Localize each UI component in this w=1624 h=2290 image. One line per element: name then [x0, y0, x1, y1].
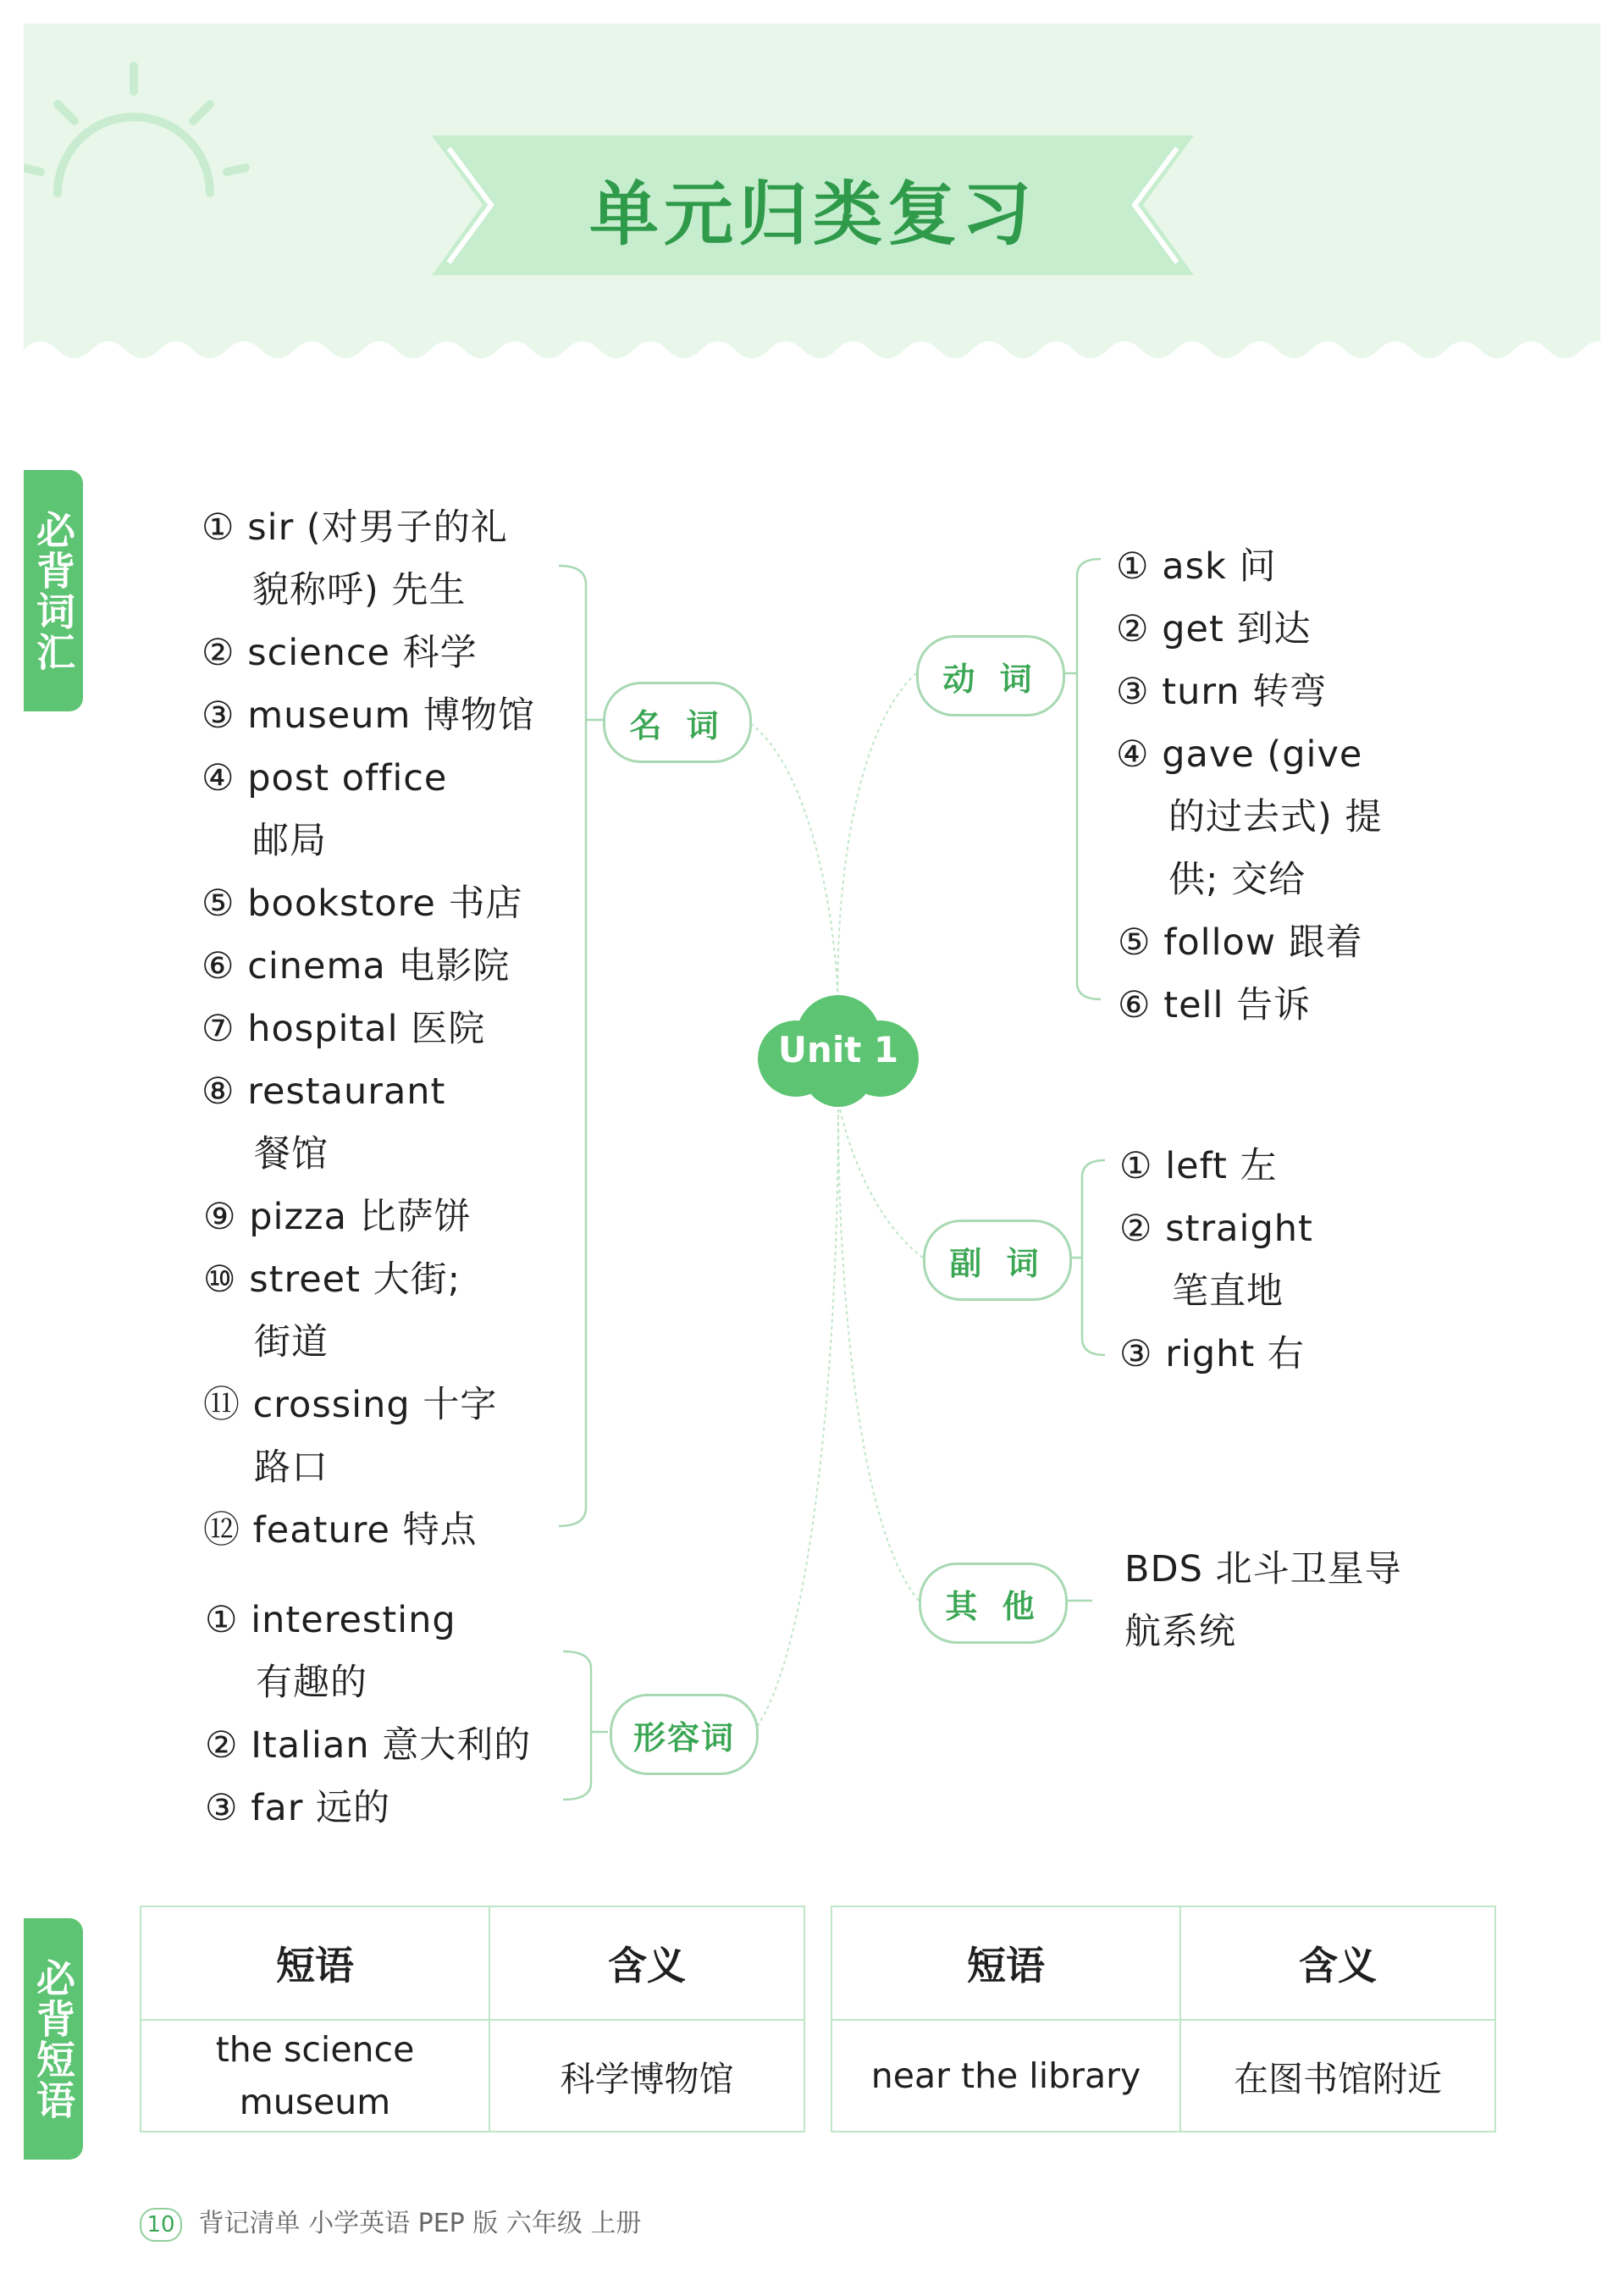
verb-item: 供; 交给 — [1168, 859, 1306, 901]
noun-item: ② science 科学 — [202, 632, 478, 674]
adverb-item: ② straight — [1119, 1208, 1313, 1250]
noun-item: ⑥ cinema 电影院 — [202, 945, 511, 987]
footer — [140, 2202, 641, 2242]
noun-item: 街道 — [254, 1321, 329, 1363]
table-header: 短语 — [831, 1906, 1180, 2020]
category-adjectives: 形容词 — [610, 1694, 759, 1775]
table-gap — [804, 1906, 831, 2020]
table-cell-meaning: 科学博物馆 — [489, 2020, 804, 2132]
table-gap — [804, 2020, 831, 2132]
noun-item: ⑧ restaurant — [202, 1070, 446, 1113]
noun-item: 邮局 — [252, 820, 327, 862]
category-adverbs: 副 词 — [923, 1220, 1072, 1301]
adverb-item: ③ right 右 — [1119, 1333, 1305, 1375]
table-row — [141, 2020, 1495, 2132]
noun-item: ① sir (对男子的礼 — [202, 506, 508, 549]
table-header: 含义 — [1180, 1906, 1495, 2020]
noun-item: ⑦ hospital 医院 — [202, 1008, 486, 1050]
noun-item: ④ post office — [202, 757, 448, 799]
adjective-item: ② Italian 意大利的 — [205, 1724, 532, 1767]
category-other: 其 他 — [919, 1563, 1068, 1644]
page-number: 10 — [140, 2208, 182, 2242]
adverb-item: ① left 左 — [1119, 1145, 1278, 1187]
noun-item: 餐馆 — [254, 1133, 329, 1175]
verb-item: ② get 到达 — [1116, 608, 1312, 650]
noun-item: ⑪ crossing 十字 — [203, 1384, 498, 1426]
phrase-line: museum — [239, 2082, 391, 2122]
adjective-item: ③ far 远的 — [205, 1787, 391, 1829]
center-label: Unit 1 — [777, 1029, 899, 1070]
footer-text: 背记清单 小学英语 PEP 版 六年级 上册 — [198, 2209, 642, 2238]
adverb-item: 笔直地 — [1172, 1270, 1284, 1313]
table-cell-meaning: 在图书馆附近 — [1180, 2020, 1495, 2132]
page-title: 单元归类复习 — [588, 174, 1036, 255]
noun-item: 貌称呼) 先生 — [252, 569, 467, 611]
verb-item: ① ask 问 — [1116, 545, 1277, 588]
phrase-table — [140, 1906, 1496, 2132]
noun-item: ⑨ pizza 比萨饼 — [203, 1196, 472, 1238]
table-cell-phrase: near the library — [831, 2020, 1180, 2132]
verb-item: 的过去式) 提 — [1168, 796, 1383, 838]
side-tab-phrases: 必背短语 — [24, 1918, 83, 2160]
side-tab-vocab: 必背词汇 — [24, 470, 83, 711]
other-item: BDS 北斗卫星导 — [1124, 1548, 1402, 1590]
phrase-line: the science — [215, 2029, 415, 2070]
noun-item: ⑫ feature 特点 — [203, 1509, 478, 1552]
noun-item: ⑤ bookstore 书店 — [202, 882, 523, 925]
other-item: 航系统 — [1124, 1611, 1236, 1653]
verb-item: ③ turn 转弯 — [1116, 671, 1328, 713]
adjective-item: 有趣的 — [256, 1662, 367, 1704]
verb-item: ⑤ follow 跟着 — [1118, 921, 1363, 964]
noun-item: 路口 — [254, 1446, 329, 1489]
category-verbs: 动 词 — [916, 635, 1065, 716]
noun-item: ⑩ street 大街; — [203, 1258, 461, 1301]
noun-item: ③ museum 博物馆 — [202, 694, 536, 737]
adjective-item: ① interesting — [205, 1599, 456, 1641]
table-header: 短语 — [141, 1906, 489, 2020]
table-cell-phrase — [141, 2020, 489, 2132]
category-nouns: 名 词 — [603, 682, 752, 763]
verb-item: ⑥ tell 告诉 — [1118, 984, 1312, 1026]
table-header: 含义 — [489, 1906, 804, 2020]
table-header-row — [141, 1906, 1495, 2020]
verb-item: ④ gave (give — [1116, 733, 1363, 776]
